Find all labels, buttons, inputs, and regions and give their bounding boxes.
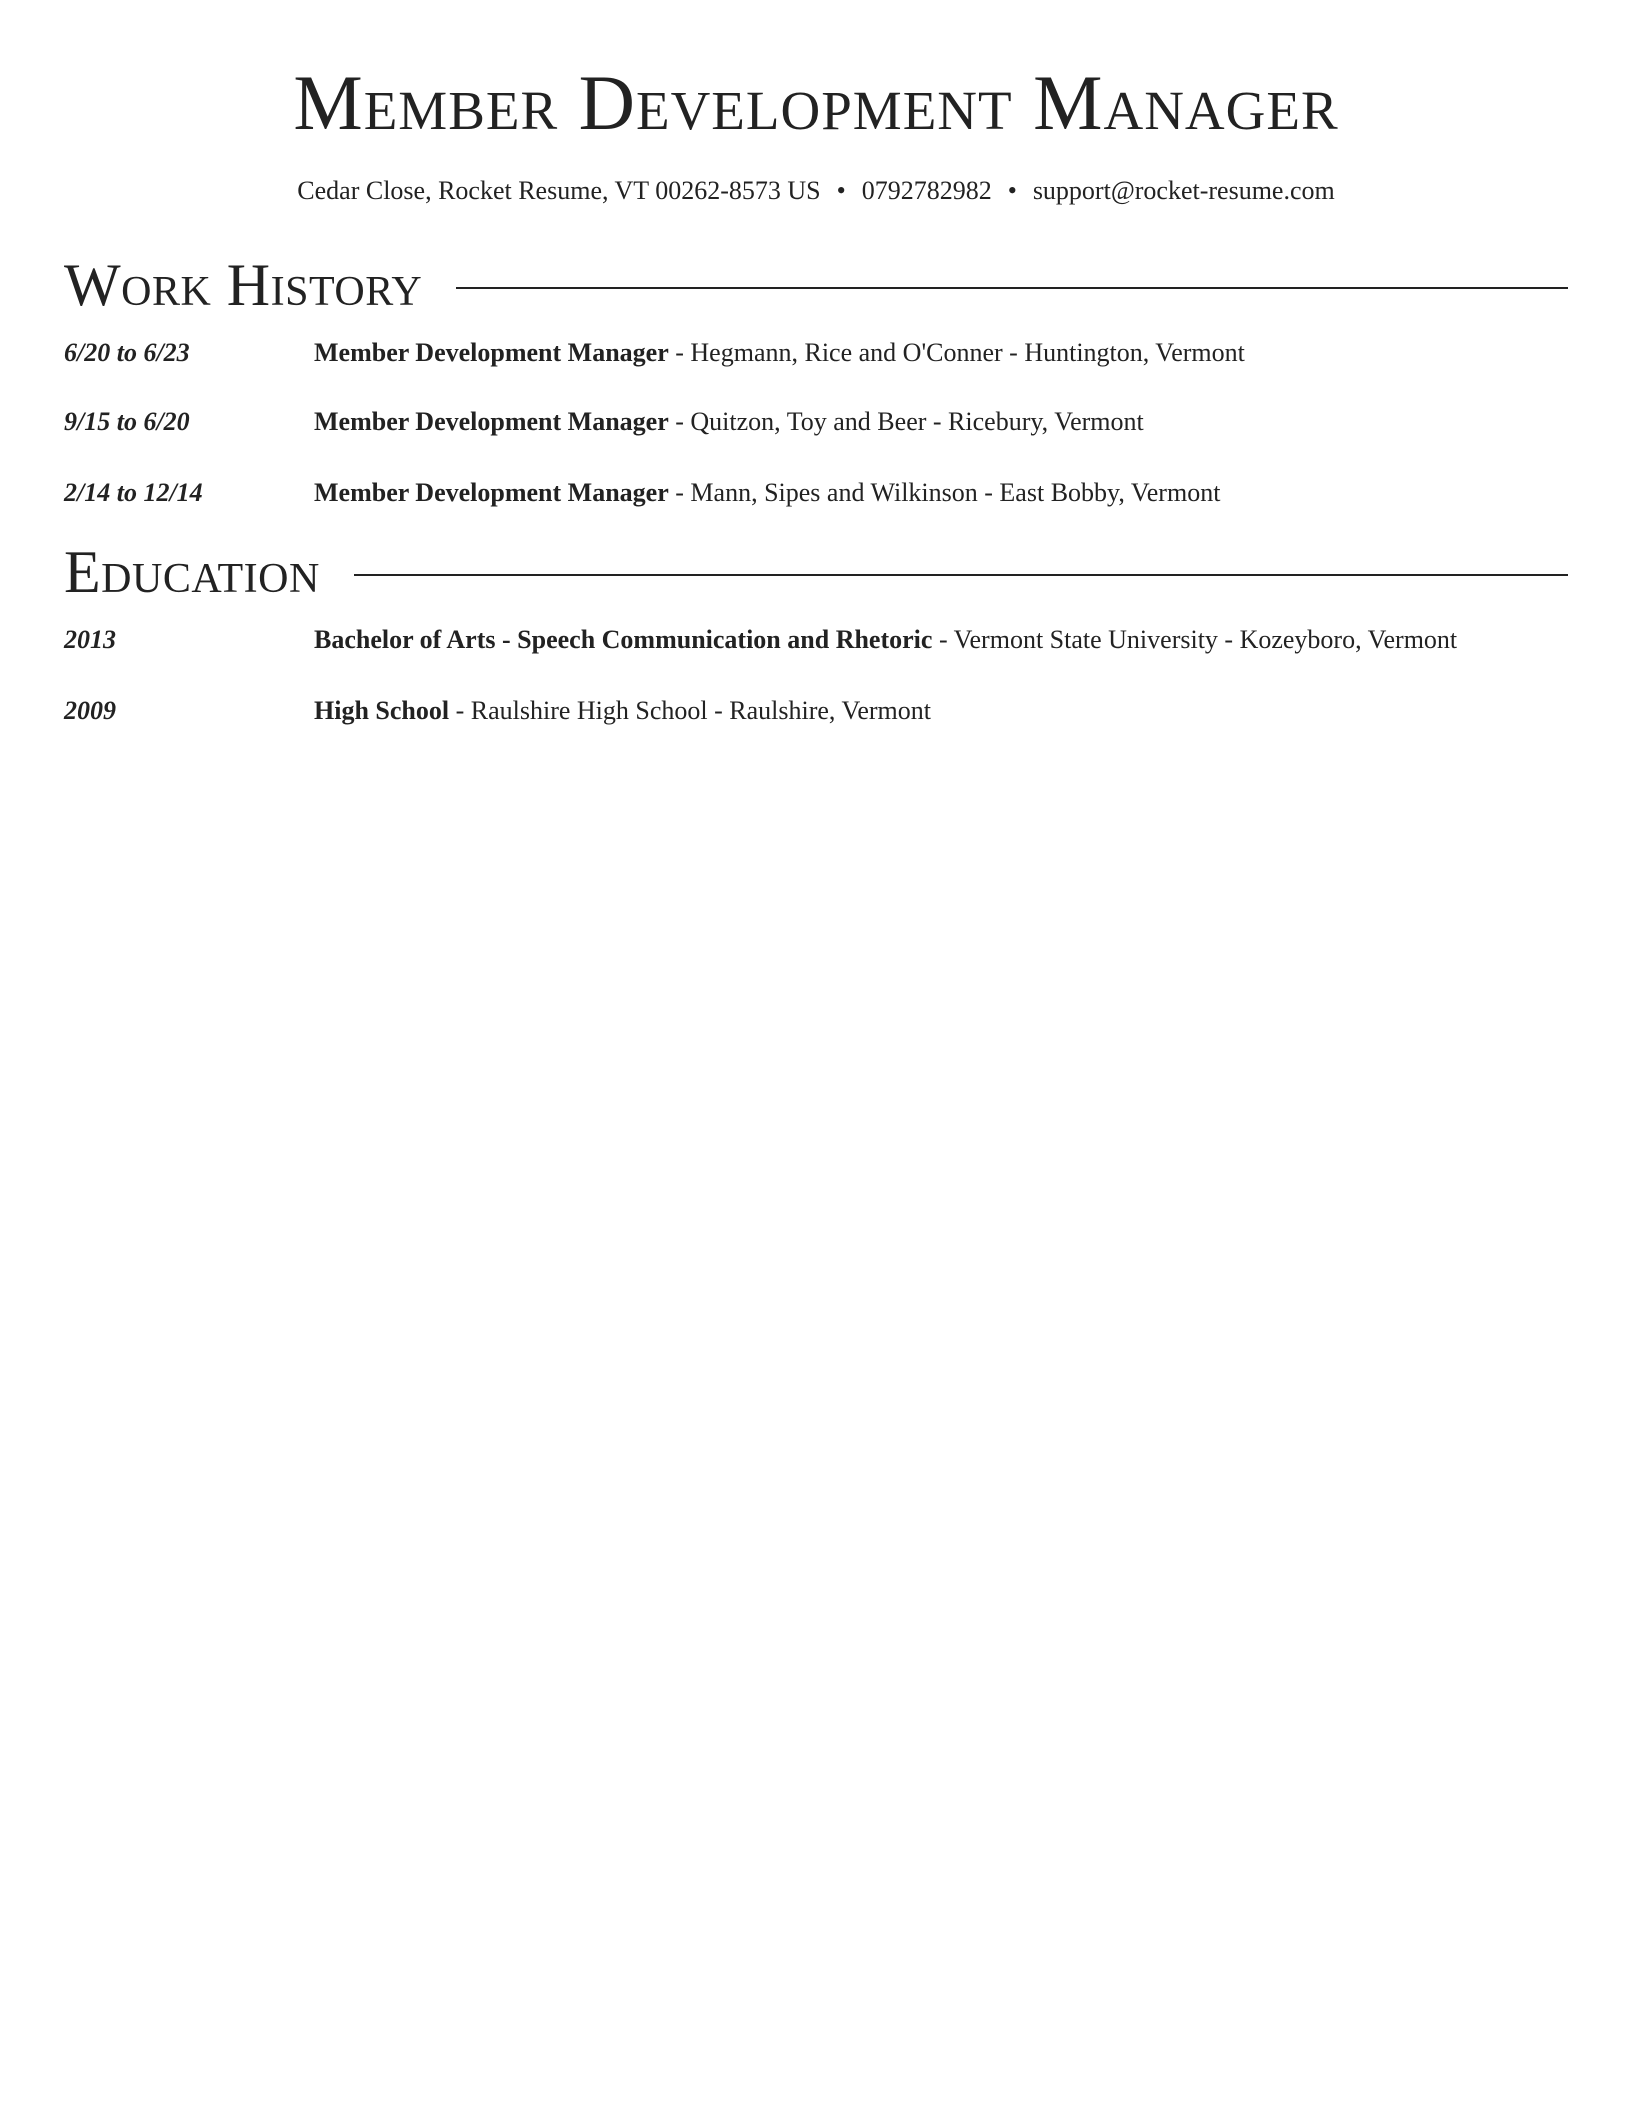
work-entry-date: 6/20 to 6/23 <box>64 338 190 367</box>
contact-separator: • <box>836 176 846 205</box>
education-heading: Education <box>64 539 320 605</box>
education-entry-degree: Bachelor of Arts - Speech Communication and Rhetoric <box>314 625 933 654</box>
education-entry-description <box>314 694 931 728</box>
work-entry-date: 2/14 to 12/14 <box>64 478 203 507</box>
work-entry-role: Member Development Manager <box>314 478 669 507</box>
work-entry-details: - Hegmann, Rice and O'Conner - Huntington, Vermont <box>668 338 1245 367</box>
education-entry-details: - Vermont State University - Kozeyboro, Vermont <box>932 625 1458 654</box>
work-history-heading: Work History <box>64 252 423 318</box>
education-entry-description <box>314 623 1457 657</box>
contact-address: Cedar Close, Rocket Resume, VT 00262-8573 US <box>297 176 821 205</box>
education-entry-date: 2013 <box>64 625 116 654</box>
education-entry-date: 2009 <box>64 696 116 725</box>
resume-title: Member Development Manager <box>293 59 1339 146</box>
work-history-header <box>64 250 1568 320</box>
section-divider <box>354 574 1568 576</box>
work-entry-details: - Mann, Sipes and Wilkinson - East Bobby, Vermont <box>668 478 1221 507</box>
work-entry-description <box>314 336 1245 370</box>
contact-phone: 0792782982 <box>861 176 992 205</box>
contact-email[interactable]: support@rocket-resume.com <box>1032 176 1335 205</box>
work-entry-date: 9/15 to 6/20 <box>64 407 190 436</box>
work-entry-role: Member Development Manager <box>314 407 669 436</box>
work-entry-details: - Quitzon, Toy and Beer - Ricebury, Vermont <box>668 407 1144 436</box>
contact-separator: • <box>1007 176 1017 205</box>
education-entry-degree: High School <box>314 696 450 725</box>
contact-line <box>0 174 1632 208</box>
education-header <box>64 537 1568 607</box>
section-divider <box>456 287 1568 289</box>
work-entry-role: Member Development Manager <box>314 338 669 367</box>
work-entry-description <box>314 476 1220 510</box>
education-entry-details: - Raulshire High School - Raulshire, Vermont <box>449 696 931 725</box>
work-entry-description <box>314 405 1144 439</box>
